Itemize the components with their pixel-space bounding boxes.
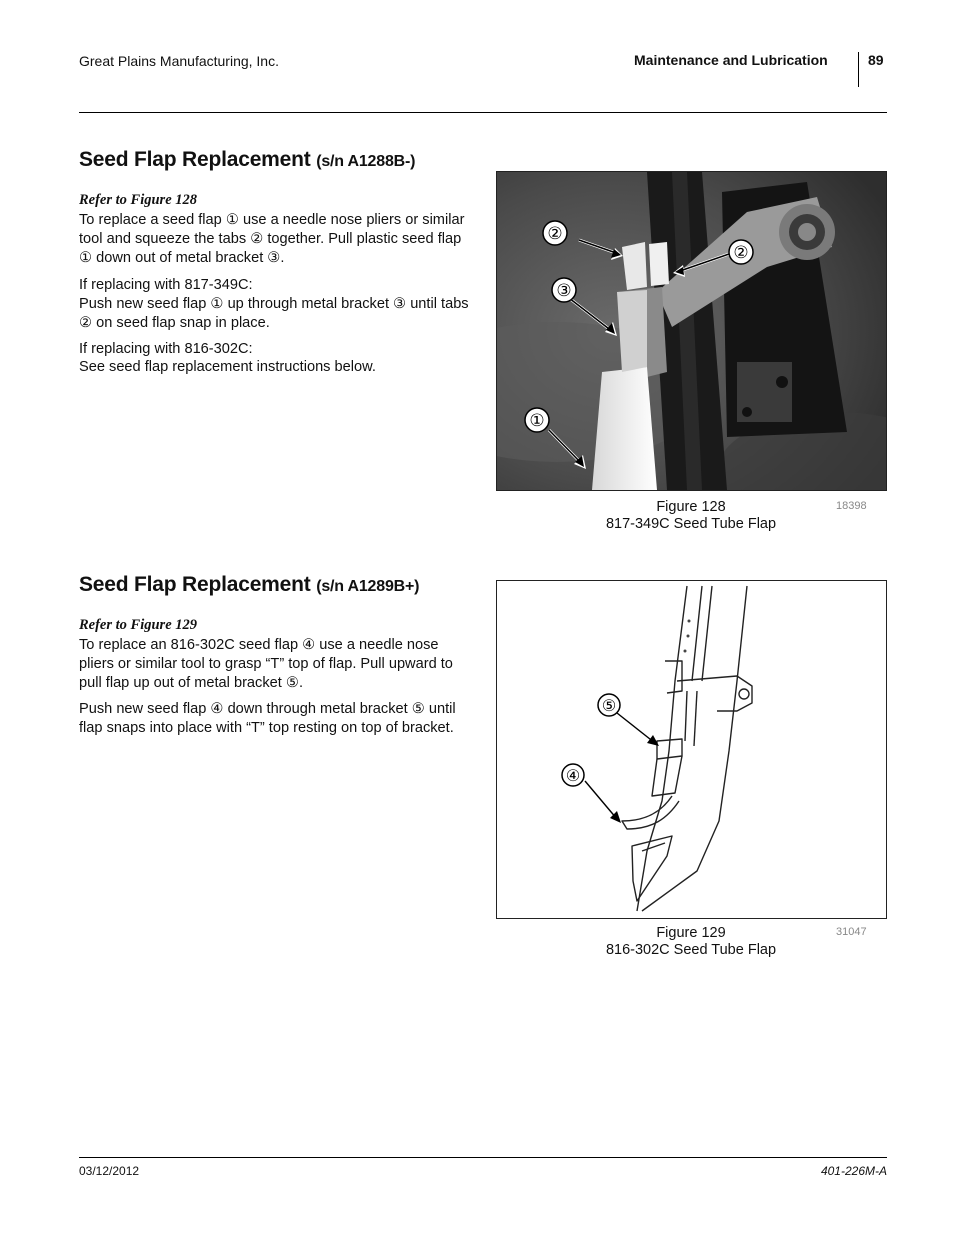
figure-128-photo [496,171,887,491]
figure-129-caption [496,925,886,959]
page-number: 89 [868,52,884,68]
section2-heading [79,573,419,597]
section1-paragraph-2a: If replacing with 817-349C: [79,277,253,293]
footer-date: 03/12/2012 [79,1164,140,1178]
section1-paragraph-2b: Push new seed flap ① up through metal bracket ③ until tabs ② on seed flap snap in place. [79,296,469,331]
callout-2-left: ② [547,224,563,243]
section1-figure-ref: Refer to Figure 128 [79,192,198,208]
section2-paragraph-1: To replace an 816-302C seed flap ④ use a needle nose pliers or similar tool to grasp “T” top of flap. Pull upward to pull flap up out of metal bracket ⑤. [79,637,453,691]
figure-128-label: Figure 128 [656,499,726,515]
section2-paragraph-2: Push new seed flap ④ down through metal bracket ⑤ until flap snaps into place with “T” top resting on top of bracket. [79,701,456,736]
seed-tube-line-drawing [497,581,886,918]
section1-heading [79,148,415,172]
header-section-title: Maintenance and Lubrication [634,52,828,68]
footer-rule [79,1157,887,1158]
figure-129-drawing [496,580,887,919]
section2-figure-ref: Refer to Figure 129 [79,617,198,633]
figure-129-id: 31047 [836,926,867,938]
callout-2-right: ② [733,243,749,262]
seed-tube-flap-photo [497,172,886,490]
section1-paragraph-1: To replace a seed flap ① use a needle nose pliers or similar tool and squeeze the tabs ② together. Pull plastic seed flap ① down out of metal bracket ③. [79,212,465,266]
header-rule [79,112,887,113]
figure-128-id: 18398 [836,500,867,512]
figure-129-label: Figure 129 [656,925,726,941]
header-divider [858,52,859,87]
header-company: Great Plains Manufacturing, Inc. [79,53,279,69]
section2-serial: (s/n A1289B+) [316,578,420,595]
section1-serial: (s/n A1288B-) [316,153,416,170]
figure-128-title: 817-349C Seed Tube Flap [605,516,777,532]
callout-3: ③ [556,281,572,300]
section1-title: Seed Flap Replacement [79,148,311,171]
section1-paragraph-3a: If replacing with 816-302C: [79,341,253,357]
section1-paragraph-3b: See seed flap replacement instructions below. [79,359,376,375]
section2-title: Seed Flap Replacement [79,573,311,596]
footer-document-number: 401-226M-A [820,1164,887,1178]
figure-128-caption [496,499,886,533]
callout-5: ⑤ [601,698,617,715]
callout-1: ① [529,411,545,430]
figure-129-title: 816-302C Seed Tube Flap [605,942,777,958]
callout-4: ④ [565,768,581,785]
